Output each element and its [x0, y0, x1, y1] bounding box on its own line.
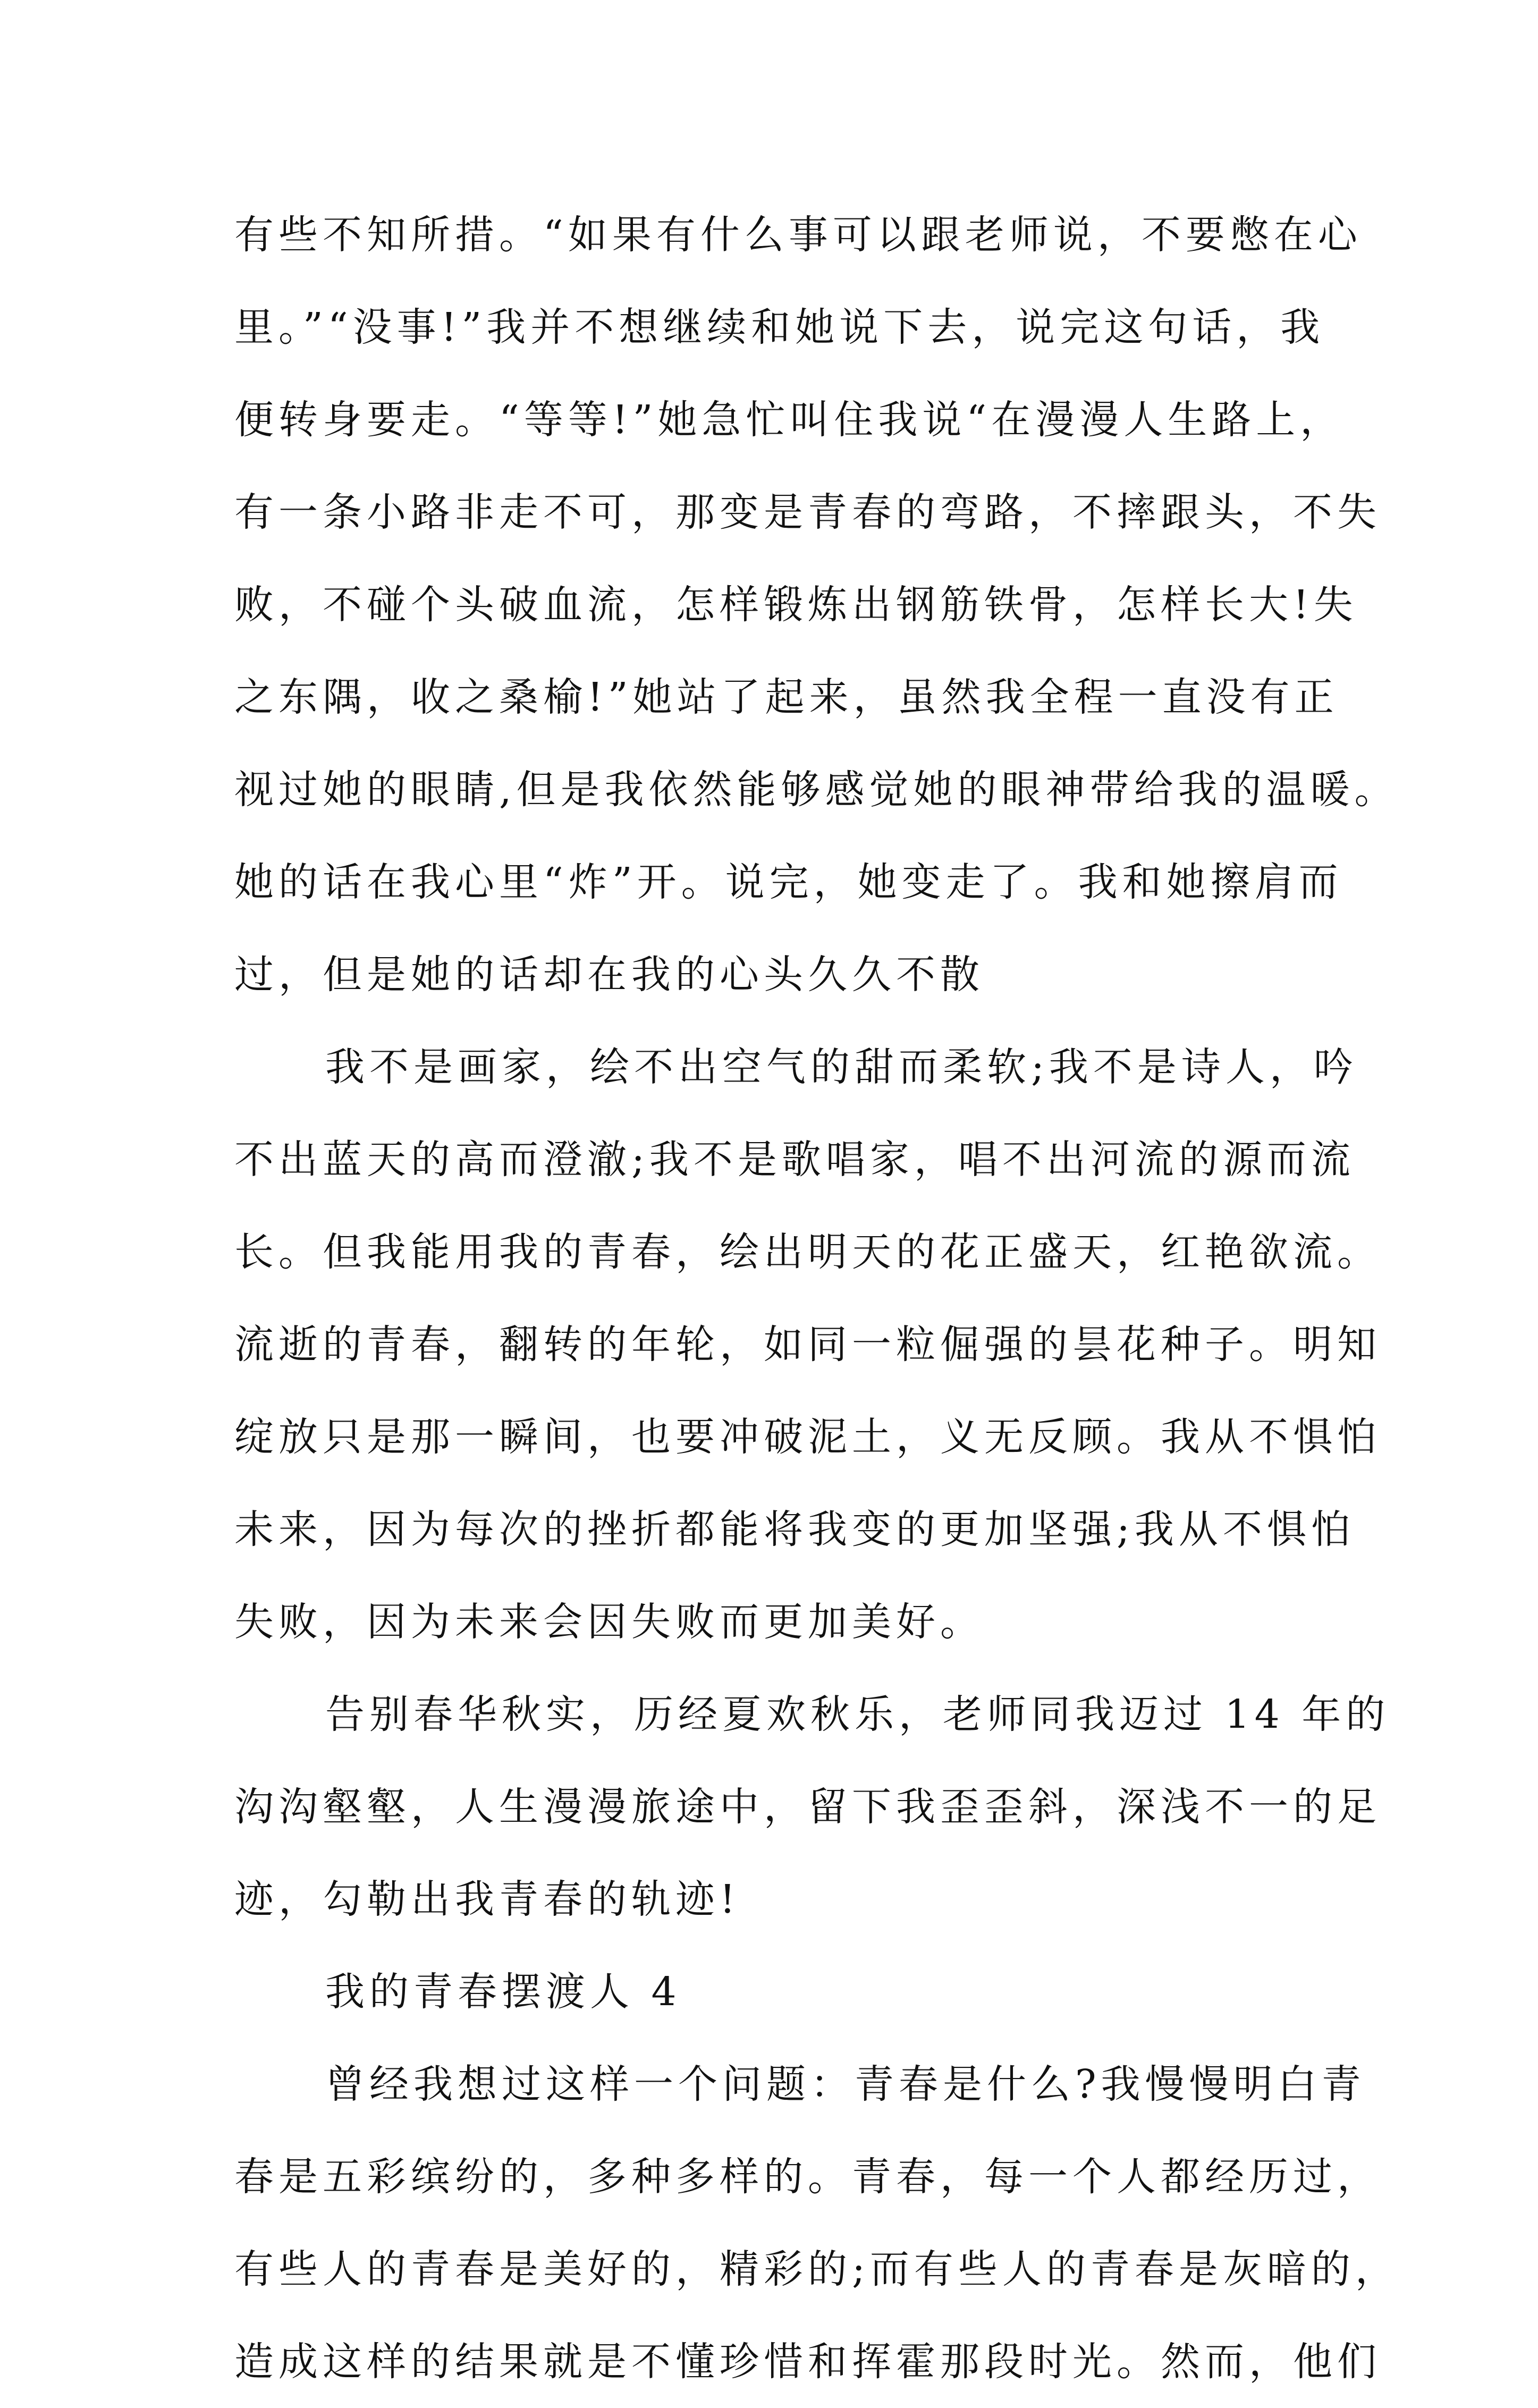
text-line: 失败，因为未来会因失败而更加美好。: [234, 1599, 984, 1645]
text-line: 败，不碰个头破血流，怎样锻炼出钢筋铁骨，怎样长大!失: [234, 582, 1358, 628]
text-line: 曾经我想过这样一个问题：青春是什么?我慢慢明白青: [325, 2061, 1366, 2107]
text-line: 春是五彩缤纷的，多种多样的。青春，每一个人都经历过，: [234, 2154, 1381, 2200]
paragraph: [234, 1668, 1390, 1946]
document-body: [234, 189, 1399, 2408]
text-line: 有一条小路非走不可，那变是青春的弯路，不摔跟头，不失: [234, 489, 1381, 535]
text-line: 之东隅，收之桑榆!”她站了起来，虽然我全程一直没有正: [234, 674, 1339, 720]
text-line: 过，但是她的话却在我的心头久久不散: [234, 952, 984, 998]
heading-line: 我的青春摆渡人 4: [325, 1969, 681, 2015]
text-line: 流逝的青春，翻转的年轮，如同一粒倔强的昙花种子。明知: [234, 1322, 1381, 1367]
text-line: 有些不知所措。“如果有什么事可以跟老师说，不要憋在心: [234, 212, 1362, 258]
section-heading: [234, 1946, 1319, 2038]
text-line: 告别春华秋实，历经夏欢秋乐，老师同我迈过 14 年的: [325, 1692, 1390, 1737]
text-line: 她的话在我心里“炸”开。说完，她变走了。我和她擦肩而: [234, 859, 1343, 905]
text-line: 便转身要走。“等等!”她急忙叫住我说“在漫漫人生路上，: [234, 397, 1345, 443]
text-line: 我不是画家，绘不出空气的甜而柔软;我不是诗人，吟: [325, 1044, 1358, 1090]
paragraph: [234, 2038, 1399, 2408]
text-line: 沟沟壑壑，人生漫漫旅途中，留下我歪歪斜，深浅不一的足: [234, 1784, 1381, 1830]
text-line: 里。”“没事!”我并不想继续和她说下去，说完这句话，我: [234, 305, 1325, 350]
paragraph: [234, 189, 1399, 1021]
paragraph: [234, 1021, 1381, 1668]
text-line: 造成这样的结果就是不懂珍惜和挥霍那段时光。然而，他们: [234, 2339, 1381, 2385]
text-line: 视过她的眼睛,但是我依然能够感觉她的眼神带给我的温暖。: [234, 767, 1399, 813]
text-line: 有些人的青春是美好的，精彩的;而有些人的青春是灰暗的，: [234, 2246, 1399, 2292]
text-line: 长。但我能用我的青春，绘出明天的花正盛天，红艳欲流。: [234, 1229, 1381, 1275]
text-line: 未来，因为每次的挫折都能将我变的更加坚强;我从不惧怕: [234, 1507, 1355, 1552]
text-line: 绽放只是那一瞬间，也要冲破泥土，义无反顾。我从不惧怕: [234, 1414, 1381, 1460]
text-line: 不出蓝天的高而澄澈;我不是歌唱家，唱不出河流的源而流: [234, 1137, 1355, 1182]
text-line: 迹，勾勒出我青春的轨迹!: [234, 1877, 740, 1922]
